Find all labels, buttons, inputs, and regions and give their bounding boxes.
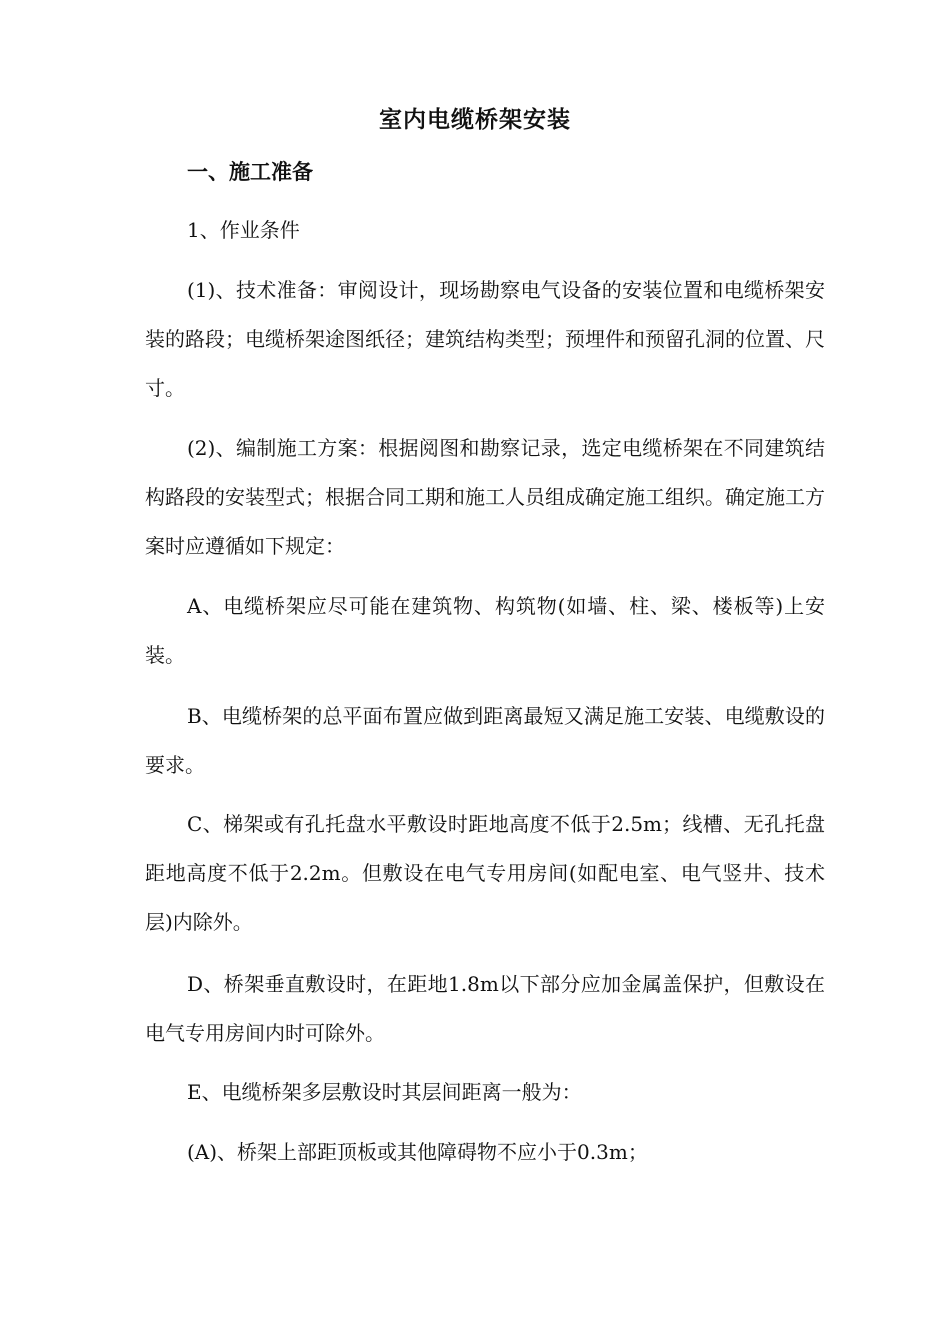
paragraph-rule-a: A、电缆桥架应尽可能在建筑物、构筑物(如墙、柱、梁、楼板等)上安装。: [145, 594, 825, 667]
paragraph-technical-preparation: (1)、技术准备：审阅设计，现场勘察电气设备的安装位置和电缆桥架安装的路段；电缆桥架途图纸径；建筑结构类型；预埋件和预留孔洞的位置、尺寸。: [145, 278, 825, 400]
paragraph-rule-c: C、梯架或有孔托盘水平敷设时距地高度不低于2.5m；线槽、无孔托盘距地高度不低于2.2m。但敷设在电气专用房间(如配电室、电气竖井、技术层)内除外。: [145, 812, 825, 934]
paragraph-rule-b: B、电缆桥架的总平面布置应做到距离最短又满足施工安装、电缆敷设的要求。: [145, 704, 825, 777]
paragraph-rule-e: E、电缆桥架多层敷设时其层间距离一般为：: [187, 1080, 582, 1104]
paragraph-construction-plan: (2)、编制施工方案：根据阅图和勘察记录，选定电缆桥架在不同建筑结构路段的安装型式；根据合同工期和施工人员组成确定施工组织。确定施工方案时应遵循如下规定：: [145, 436, 825, 558]
section-heading: 一、施工准备: [187, 160, 313, 184]
paragraph-rule-d: D、桥架垂直敷设时，在距地1.8m以下部分应加金属盖保护，但敷设在电气专用房间内时可除外。: [145, 972, 825, 1045]
document-title: 室内电缆桥架安装: [379, 107, 571, 133]
subheading: 1、作业条件: [187, 218, 300, 242]
paragraph-item-a: (A)、桥架上部距顶板或其他障碍物不应小于0.3m；: [187, 1140, 648, 1164]
